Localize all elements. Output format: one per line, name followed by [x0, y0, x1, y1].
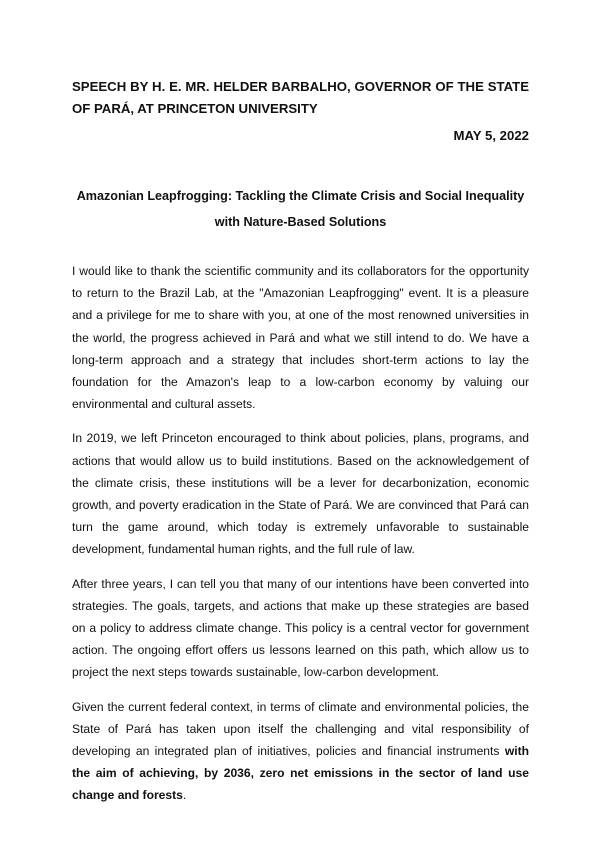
speech-date: MAY 5, 2022: [453, 128, 529, 143]
speech-heading: SPEECH BY H. E. MR. HELDER BARBALHO, GOVERNOR OF THE STATE OF PARÁ, AT PRINCETON UNIVERSITY: [72, 79, 529, 116]
body-paragraph-2: In 2019, we left Princeton encouraged to think about policies, plans, programs, and actions that would allow us to build institutions. Based on the acknowledgement of the climate crisis, these institutions will be a lever for decarbonization, economic growth, and poverty eradication in the State of Pará. We are convinced that Pará can turn the game around, which today is extremely unfavorable to sustainable development, fundamental human rights, and the full rule of law.: [72, 431, 529, 557]
body-paragraph-1: I would like to thank the scientific community and its collaborators for the opportunity to return to the Brazil Lab, at the "Amazonian Leapfrogging" event. It is a pleasure and a privilege for me to share with you, at one of the most renowned universities in the world, the progress achieved in Pará and what we still intend to do. We have a long-term approach and a strategy that includes short-term actions to lay the foundation for the Amazon's leap to a low-carbon economy by valuing our environmental and cultural assets.: [72, 264, 529, 412]
speech-body: [72, 260, 529, 819]
paragraph-4-end: .: [182, 788, 187, 803]
speech-title-line-1: Amazonian Leapfrogging: Tackling the Climate Crisis and Social Inequality: [76, 189, 525, 203]
body-paragraph-3: After three years, I can tell you that many of our intentions have been converted into strategies. The goals, targets, and actions that make up these strategies are based on a policy to address climate change. This policy is a central vector for government action. The ongoing effort offers us lessons learned on this path, which allow us to project the next steps towards sustainable, low-carbon development.: [72, 576, 529, 680]
paragraph-4-text: Given the current federal context, in terms of climate and environmental policies, the State of Pará has taken upon itself the challenging and vital responsibility of developing an integrated plan of initiatives, policies and financial instruments: [72, 699, 529, 759]
speech-title-line-2: with Nature-Based Solutions: [214, 215, 387, 229]
paragraph-4-emphasis: with the aim of achieving, by 2036, zero net emissions in the sector of land use change and forests: [72, 744, 529, 803]
speech-title: [72, 183, 529, 235]
body-paragraph-4: [72, 696, 529, 807]
